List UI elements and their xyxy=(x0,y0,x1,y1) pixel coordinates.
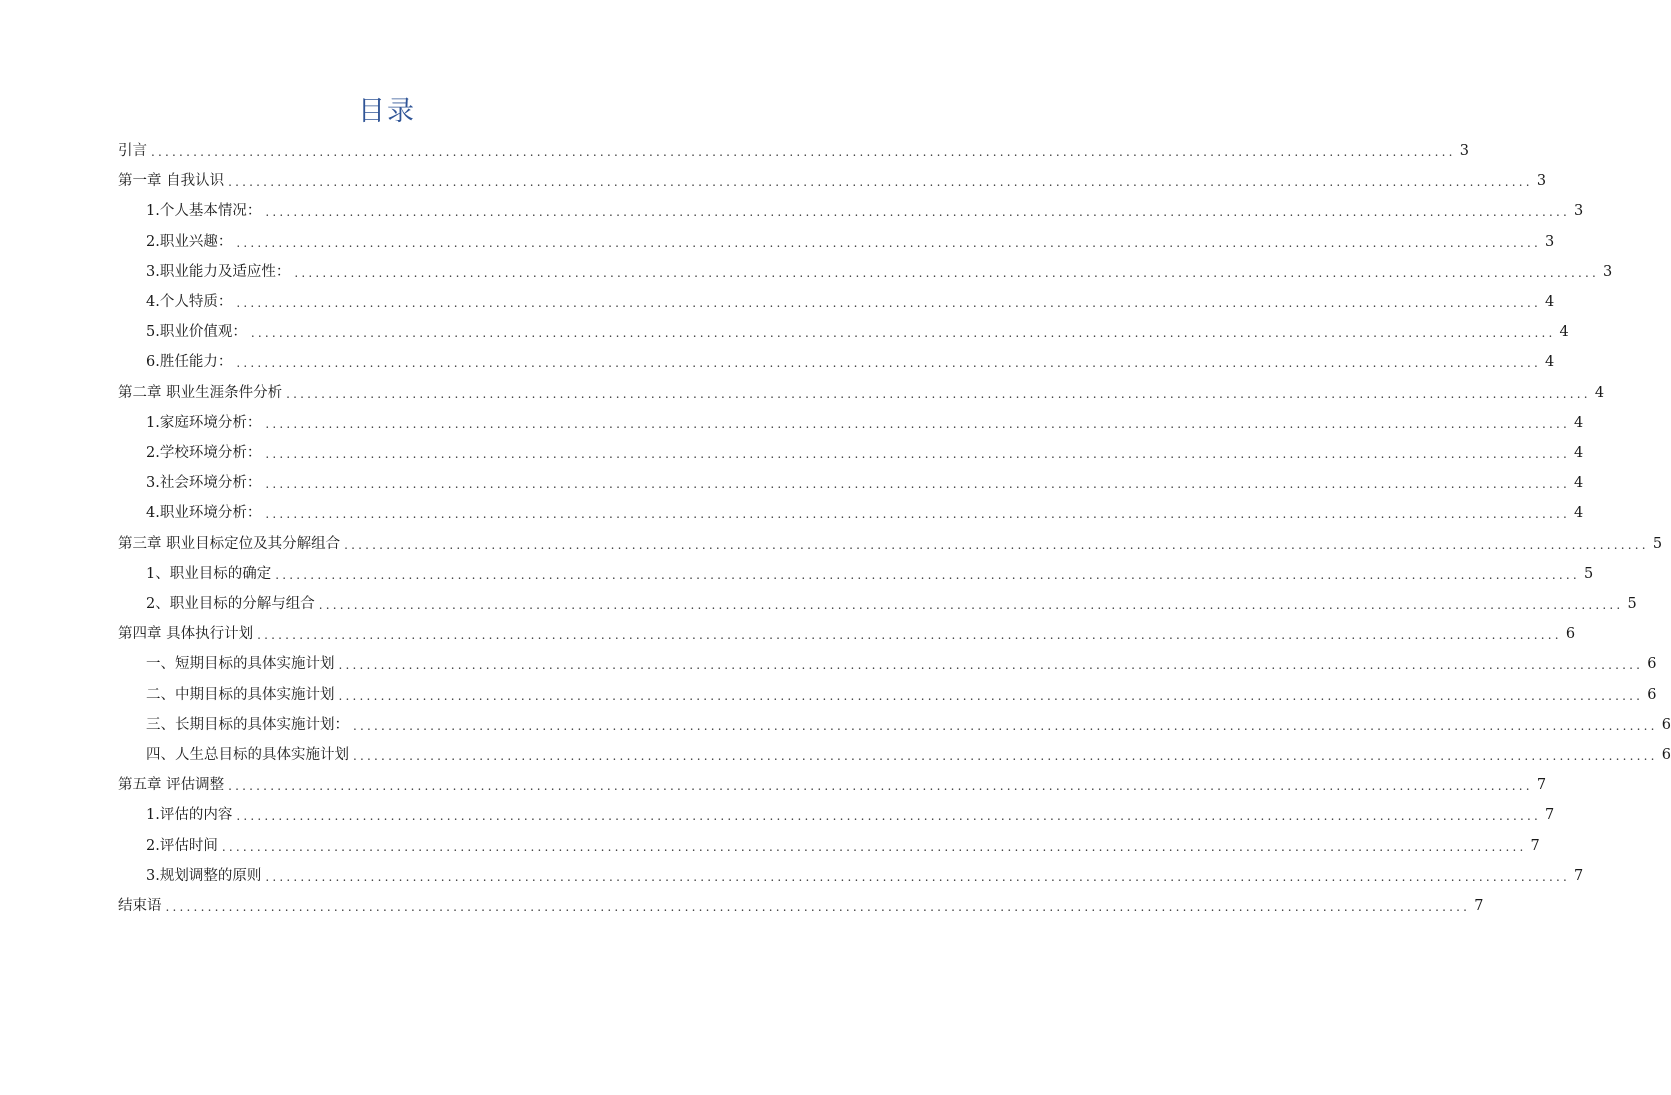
toc-page-number: 6 xyxy=(1647,656,1657,673)
toc-page-number: 7 xyxy=(1530,837,1540,854)
toc-entry-title: 5.职业价值观： xyxy=(146,324,247,341)
toc-entry-title: 引言 xyxy=(118,143,147,159)
toc-page-number: 6 xyxy=(1565,626,1576,643)
toc-entry[interactable] xyxy=(146,710,1671,740)
toc-page-number: 3 xyxy=(1536,173,1547,190)
toc-dot-leader: .......................................................................................................................................................................................... xyxy=(338,688,1644,703)
toc-entry[interactable] xyxy=(146,408,1584,438)
toc-entry-title: 4.职业环境分析： xyxy=(146,505,262,522)
toc-dot-leader: .......................................................................................................................................................................................... xyxy=(236,809,1542,824)
toc-dot-leader: .......................................................................................................................................................................................... xyxy=(275,567,1580,582)
toc-dot-leader: .......................................................................................................................................................................................... xyxy=(353,749,1658,763)
toc-page-number: 7 xyxy=(1545,807,1555,824)
toc-page-number: 3 xyxy=(1459,143,1469,159)
toc-entry-title: 1.个人基本情况： xyxy=(146,203,262,220)
toc-dot-leader: .......................................................................................................................................................................................... xyxy=(344,537,1649,552)
toc-title: 目录 xyxy=(358,96,416,127)
toc-dot-leader: .......................................................................................................................................................................................... xyxy=(250,326,1556,341)
toc-entry[interactable] xyxy=(146,589,1637,619)
toc-entry-title: 1.家庭环境分析： xyxy=(146,414,262,431)
toc-dot-leader: .......................................................................................................................................................................................... xyxy=(318,598,1624,612)
toc-dot-leader: .......................................................................................................................................................................................... xyxy=(236,235,1542,250)
toc-page-number: 3 xyxy=(1603,263,1613,280)
toc-dot-leader: .......................................................................................................................................................................................... xyxy=(265,205,1571,220)
toc-dot-leader: .......................................................................................................................................................................................... xyxy=(265,869,1571,884)
toc-page-number: 7 xyxy=(1536,777,1547,794)
toc-entry-title: 四、人生总目标的具体实施计划 xyxy=(146,747,349,763)
toc-dot-leader: .......................................................................................................................................................................................... xyxy=(265,447,1571,461)
toc-page-number: 3 xyxy=(1574,203,1584,220)
toc-dot-leader: .......................................................................................................................................................................................... xyxy=(236,296,1542,310)
toc-page-number: 5 xyxy=(1652,535,1663,552)
toc-dot-leader: .......................................................................................................................................................................................... xyxy=(353,718,1658,733)
toc-entry[interactable] xyxy=(146,649,1657,679)
toc-entry-title: 第三章 职业目标定位及其分解组合 xyxy=(118,535,341,552)
toc-page-number: 4 xyxy=(1594,384,1605,401)
toc-entry[interactable] xyxy=(118,529,1663,559)
toc-page-number: 6 xyxy=(1661,747,1671,763)
toc-entry-title: 2.评估时间 xyxy=(146,837,218,854)
toc-entry-title: 第二章 职业生涯条件分析 xyxy=(118,384,283,401)
toc-page-number: 5 xyxy=(1627,596,1637,612)
toc-dot-leader: .......................................................................................................................................................................................... xyxy=(221,839,1527,854)
toc-entry-title: 2、职业目标的分解与组合 xyxy=(146,596,315,612)
toc-dot-leader: .......................................................................................................................................................................................... xyxy=(294,265,1600,280)
toc-entry[interactable] xyxy=(118,378,1605,408)
toc-entry-title: 三、长期目标的具体实施计划： xyxy=(146,716,349,733)
toc-page-number: 4 xyxy=(1545,294,1555,310)
toc-page-number: 4 xyxy=(1559,324,1569,341)
toc-dot-leader: .......................................................................................................................................................................................... xyxy=(257,628,1562,643)
toc-page-number: 6 xyxy=(1661,716,1671,733)
toc-entry[interactable] xyxy=(118,770,1547,800)
toc-entry[interactable] xyxy=(146,740,1671,770)
toc-entry-title: 3.规划调整的原则 xyxy=(146,867,262,884)
toc-page-number: 4 xyxy=(1574,475,1584,492)
toc-entry[interactable] xyxy=(146,196,1584,226)
toc-entry[interactable] xyxy=(146,861,1584,891)
toc-dot-leader: .......................................................................................................................................................................................... xyxy=(265,477,1571,492)
toc-dot-leader: .......................................................................................................................................................................................... xyxy=(151,145,1456,159)
toc-entry[interactable] xyxy=(146,468,1584,498)
toc-entry[interactable] xyxy=(146,438,1584,468)
toc-entry-title: 1.评估的内容 xyxy=(146,807,233,824)
toc-dot-leader: .......................................................................................................................................................................................... xyxy=(228,779,1533,794)
toc-entry[interactable] xyxy=(146,317,1569,347)
toc-page-number: 4 xyxy=(1574,445,1584,461)
toc-entry-title: 6.胜任能力： xyxy=(146,354,233,371)
toc-entry[interactable] xyxy=(146,347,1555,377)
toc-dot-leader: .......................................................................................................................................................................................... xyxy=(165,900,1471,914)
toc-entry[interactable] xyxy=(146,800,1555,830)
toc-page-number: 4 xyxy=(1574,505,1584,522)
toc-entry-title: 3.职业能力及适应性： xyxy=(146,263,291,280)
toc-entry-title: 第一章 自我认识 xyxy=(118,173,225,190)
toc-dot-leader: .......................................................................................................................................................................................... xyxy=(228,175,1533,190)
toc-page-number: 7 xyxy=(1574,867,1584,884)
toc-entry[interactable] xyxy=(146,559,1594,589)
toc-entry-title: 1、职业目标的确定 xyxy=(146,565,272,582)
toc-page-number: 4 xyxy=(1574,414,1584,431)
toc-entry[interactable] xyxy=(146,257,1613,287)
toc-entry-title: 2.职业兴趣： xyxy=(146,233,233,250)
toc-entry[interactable] xyxy=(118,136,1469,166)
toc-entry[interactable] xyxy=(118,166,1547,196)
toc-entry[interactable] xyxy=(146,831,1540,861)
toc-entry-title: 一、短期目标的具体实施计划 xyxy=(146,656,335,673)
toc-page-number: 6 xyxy=(1647,686,1657,703)
toc-entry-title: 第五章 评估调整 xyxy=(118,777,225,794)
toc-dot-leader: .......................................................................................................................................................................................... xyxy=(338,658,1644,673)
toc-page-number: 4 xyxy=(1545,354,1555,371)
toc-entry[interactable] xyxy=(146,227,1555,257)
toc-entry-title: 二、中期目标的具体实施计划 xyxy=(146,686,335,703)
toc-dot-leader: .......................................................................................................................................................................................... xyxy=(265,416,1571,431)
toc-entry[interactable] xyxy=(146,498,1584,528)
toc-entry[interactable] xyxy=(146,680,1657,710)
toc-entry-title: 结束语 xyxy=(118,898,162,914)
toc-entry-title: 第四章 具体执行计划 xyxy=(118,626,254,643)
toc-dot-leader: .......................................................................................................................................................................................... xyxy=(286,386,1591,401)
toc-entry-title: 4.个人特质： xyxy=(146,294,233,310)
toc-page-number: 3 xyxy=(1545,233,1555,250)
toc-page-number: 7 xyxy=(1474,898,1484,914)
toc-page-number: 5 xyxy=(1583,565,1594,582)
toc-entry[interactable] xyxy=(146,287,1555,317)
toc-entry[interactable] xyxy=(118,891,1484,921)
toc-entry-title: 2.学校环境分析： xyxy=(146,445,262,461)
toc-dot-leader: .......................................................................................................................................................................................... xyxy=(236,356,1542,371)
toc-entry[interactable] xyxy=(118,619,1576,649)
toc-dot-leader: .......................................................................................................................................................................................... xyxy=(265,507,1571,522)
toc-entry-title: 3.社会环境分析： xyxy=(146,475,262,492)
